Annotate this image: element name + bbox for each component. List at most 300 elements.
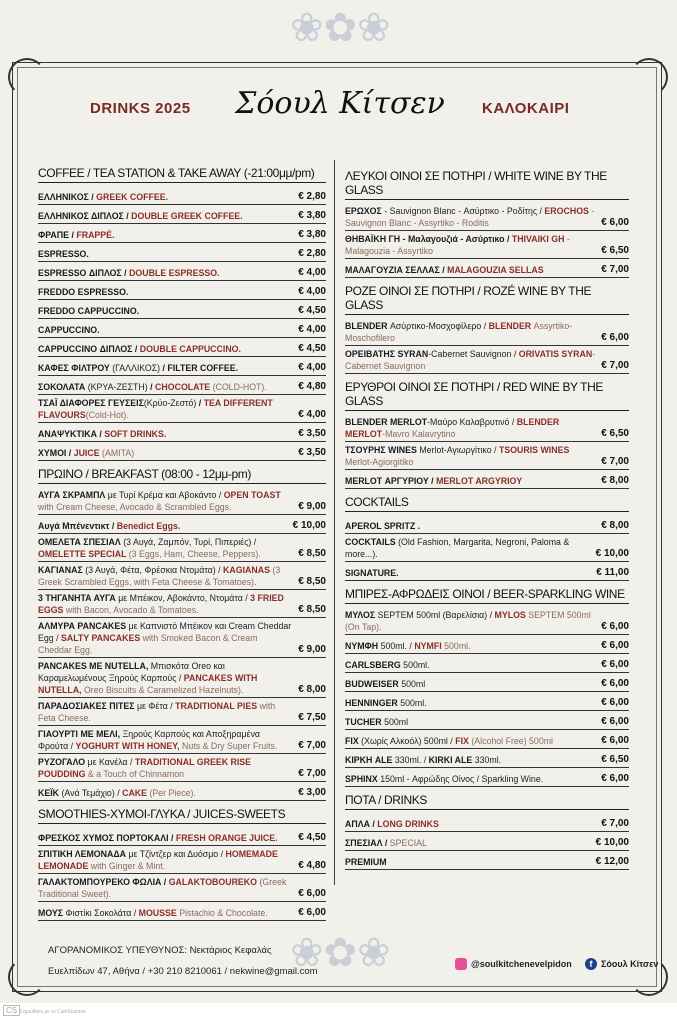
menu-item [38,782,326,801]
menu-item-price: € 7,50 [298,712,326,723]
menu-item-text: 150ml - Αφρώδης Οίνος / Sparkling Wine. [380,774,544,784]
menu-item [345,534,629,562]
menu-item [38,423,326,442]
menu-item-text: 500ml [401,679,426,689]
menu-item-name [345,754,595,766]
menu-item-text: ΝΥΜΦΗ [345,641,381,651]
menu-item-text: with Cream Cheese, Avocado & Scrambled Eggs. [38,502,232,512]
menu-item-name [38,447,292,459]
menu-item-name [38,229,292,241]
menu-item-name [38,536,292,560]
menu-item-text: με Τυρί Κρέμα και Αβοκάντο / [107,490,224,500]
menu-item-text: SEPTEM 500ml (Βαρελίσια) / [377,610,495,620]
right-menu-column [345,163,629,870]
menu-item [345,607,629,635]
menu-item [345,515,629,534]
menu-item-price: € 6,50 [601,245,629,256]
menu-item [38,902,326,921]
menu-item-text: - Sauvignon Blanc - Assyrtiko - Roditis [345,206,595,228]
menu-item-text: (3 Αυγά, Ζαμπόν, Τυρί, Πιπεριές) / [123,537,257,547]
menu-item-name [345,205,595,229]
menu-item-name [38,362,292,374]
menu-item-name [38,520,287,532]
facebook-link[interactable] [585,958,658,970]
menu-item-name [38,397,292,421]
menu-item-text: (Alcohol Free) 500ml [471,736,553,746]
menu-item-text: TSOURIS WINES [498,445,570,455]
menu-item-text: FIX [345,736,362,746]
menu-item-text: - Malagouzia - Assyrtiko [345,234,570,256]
menu-item-price: € 10,00 [292,520,326,531]
menu-item-text: DOUBLE ESPRESSO. [129,268,220,278]
menu-item-text: 3 ΤΗΓΑΝΗΤΑ ΑΥΓΑ [38,593,119,603]
menu-item-price: € 6,00 [601,716,629,727]
menu-item [345,414,629,442]
menu-item-name [345,264,595,276]
menu-item-price: € 9,00 [298,644,326,655]
menu-item-price: € 6,50 [601,754,629,765]
menu-item-price: € 7,00 [601,360,629,371]
menu-item-text: (Κρύο-Ζεστό) [143,398,197,408]
menu-item-text: CAPPUCCINO ΔΙΠΛΟΣ / [38,344,140,354]
menu-item-text: CAKE [122,788,150,798]
menu-item-text: FRESH ORANGE JUICE. [175,833,278,843]
menu-item-price: € 4,50 [298,832,326,843]
section-title: ΠΡΩΙΝΟ / BREAKFAST (08:00 - 12μμ-pm) [38,467,326,484]
menu-item-name [345,520,595,532]
menu-item-text: TUCHER [345,717,385,727]
menu-item-text: Assyrtiko-Moschofilero [345,321,573,343]
floral-ornament-bottom: ❀✿❀ [290,931,391,975]
menu-item-text: DOUBLE GREEK COFFEE. [131,211,243,221]
menu-item-price: € 4,00 [298,267,326,278]
menu-item-text: ORIVATIS SYRAN [518,349,593,359]
menu-item-text: KAGIANAS [223,565,273,575]
menu-item-text: FREDDO CAPPUCCINO. [38,306,140,316]
menu-item-name [38,620,292,656]
menu-item-text: MYLOS [494,610,529,620]
menu-item-text: -Μαύρο Καλαβρυτινό / [427,417,517,427]
menu-item-name [38,489,292,513]
menu-item-text: FRAPPÉ. [76,230,115,240]
menu-item [38,224,326,243]
menu-item-text: ΑΠΛΑ / [345,819,378,829]
menu-item-text: / [196,398,204,408]
menu-item [345,711,629,730]
menu-item-text: / FILTER COFFEE. [160,363,239,373]
menu-item-text: BUDWEISER [345,679,402,689]
menu-item [38,874,326,902]
menu-item-text: (Greek Traditional Sweet). [38,877,287,899]
menu-item-name [38,832,292,844]
menu-item-name [345,233,595,257]
left-menu-column [38,160,326,921]
menu-item-text: ΜΟΥΣ [38,908,66,918]
menu-item-text: ΑΛΜΥΡΑ PANCAKES [38,621,129,631]
menu-item-text: 3 FRIED EGGS [38,593,284,615]
menu-item-text: ΜΑΛΑΓΟΥΖΙΑ ΣΕΛΛΑΣ / [345,265,448,275]
menu-item-text: ΘΗΒΑΪΚΗ ΓΗ - Μαλαγουζιά - Ασύρτικο / [345,234,512,244]
section-title: COCKTAILS [345,495,629,512]
menu-item-text: -Cabernet Sauvignon [345,349,596,371]
menu-item [38,338,326,357]
floral-ornament-top: ❀✿❀ [290,6,391,50]
menu-item [345,768,629,787]
menu-item-price: € 12,00 [595,856,629,867]
menu-item-text: (Old Fashion, Margarita, Negroni, Paloma & more...). [345,537,570,559]
menu-item-text: with Ginger & Mint. [90,861,166,871]
menu-item-text: SIGNATURE. [345,568,399,578]
restaurant-logo-title: Σόουλ Κίτσεν [235,86,445,121]
menu-item [38,562,326,590]
menu-item-text: THIVAIKI GH [511,234,567,244]
menu-item-text: & a Touch of Chinnamon [87,769,185,779]
menu-item-name [38,787,292,799]
menu-item-text: ΡΥΖΟΓΑΛΟ [38,757,88,767]
menu-item [38,186,326,205]
menu-item-text: CAPPUCCINO. [38,325,100,335]
section-title: ΕΡΥΘΡΟΙ ΟΙΝΟΙ ΣΕ ΠΟΤΗΡΙ / RED WINE BY THE GLASS [345,380,629,411]
menu-item-text: ΣΠΕΣΙΑΛ / [345,838,390,848]
corner-ornament [8,58,46,96]
menu-item-text: ESPRESSO ΔΙΠΛΟΣ / [38,268,130,278]
menu-item [38,515,326,534]
menu-item-text: ΚΑΓΙΑΝΑΣ [38,565,86,575]
menu-item-name [345,856,590,868]
menu-item-price: € 10,00 [595,548,629,559]
menu-item-text: με Κανέλα / [87,757,135,767]
menu-item-name [38,700,292,724]
menu-item-text: Pistachio & Chocolate. [179,908,268,918]
menu-item-text: ΤΣΑΪ ΔΙΑΦΟΡΕΣ ΓΕΥΣΕΙΣ [38,398,144,408]
menu-item-text: Merlot-Αγιωργίτικο / [419,445,499,455]
menu-item-text: Merlot-Agiorgitiko [345,457,414,467]
menu-item [345,851,629,870]
menu-item-text: ΚΙΡΚΗ ALE [345,755,395,765]
menu-item-text: ΟΡΕΙΒΑΤΗΣ SYRAN [345,349,429,359]
menu-item [38,698,326,726]
menu-item [345,730,629,749]
menu-item [345,231,629,259]
menu-item-name [38,660,292,696]
menu-item-name [38,848,292,872]
menu-item-text: -Cabernet Sauvignon / [428,349,519,359]
menu-item-text: ΑΥΓΑ ΣΚΡΑΜΠΛ [38,490,108,500]
menu-item-text: ΓΙΑΟΥΡΤΙ ΜΕ ΜΕΛΙ, [38,729,123,739]
menu-item [38,487,326,515]
menu-item [38,534,326,562]
menu-item-text: Ασύρτικο-Μοσχοφίλερο / [389,321,489,331]
menu-item-text: ΤΣΟΥΡΗΣ WINES [345,445,420,455]
menu-item-price: € 8,50 [298,576,326,587]
menu-item-price: € 6,00 [601,773,629,784]
menu-item-price: € 2,80 [298,248,326,259]
menu-item-text: SPECIAL [389,838,427,848]
menu-item-price: € 7,00 [298,740,326,751]
menu-item-name [38,728,292,752]
section-title: COFFEE / TEA STATION & TAKE AWAY (-21:00μμ/pm) [38,166,326,183]
menu-item-text: ΓΑΛΑΚΤΟΜΠΟΥΡΕΚΟ ΦΩΛΙΑ / [38,877,169,887]
menu-item-text: HENNINGER [345,698,401,708]
menu-item-price: € 7,00 [601,264,629,275]
menu-item-price: € 6,50 [601,428,629,439]
menu-item-text: Benedict Eggs. [116,521,181,531]
menu-item-text: ΚΕΪΚ [38,788,62,798]
menu-item-name [38,907,292,919]
menu-item-text: Αυγά Μπένεντικτ / [38,521,117,531]
menu-item-text: BLENDER MERLOT [345,417,560,439]
menu-item-text: MERLOT ΑΡΓΥΡΙΟΥ / [345,476,437,486]
facebook-name: Σόουλ Κίτσεν [601,959,659,969]
menu-item-text: ΟΜΕΛΕΤΑ ΣΠΕΣΙΑΛ [38,537,124,547]
menu-item-text: FREDDO ESPRESSO. [38,287,129,297]
menu-item-text: 500ml. / [380,641,415,651]
menu-item-price: € 2,80 [298,191,326,202]
menu-item-name [345,609,595,633]
menu-item-text: -Mavro Kalavrytino [382,429,456,439]
menu-item-text: with Smoked Bacon & Cream Cheddar Egg. [38,633,258,655]
column-divider [334,160,335,885]
menu-item-name [38,267,292,279]
menu-item-text: 500ml. [400,698,427,708]
menu-item [38,726,326,754]
menu-item-text: SPHINX [345,774,381,784]
menu-item [38,658,326,698]
instagram-icon [455,958,467,970]
corner-ornament [630,58,668,96]
menu-item-price: € 4,00 [298,286,326,297]
menu-item [345,692,629,711]
menu-item-text: ΠΑΡΑΔΟΣΙΑΚΕΣ ΠΙΤΕΣ [38,701,137,711]
menu-item-name [345,536,590,560]
menu-item-text: (3 Eggs, Ham, Cheese, Peppers). [128,549,261,559]
menu-item-name [345,735,595,747]
menu-item-text: 330ml. [474,755,502,765]
menu-item-text: ΕΡΩΧΟΣ [345,206,385,216]
menu-item-name [345,837,590,849]
menu-item-text: EROCHOS [544,206,592,216]
menu-item-name [38,286,292,298]
menu-item-text: BLENDER [345,321,390,331]
menu-item-text: 500ml. [444,641,471,651]
menu-item-text: GREEK COFFEE. [96,192,169,202]
menu-item-text: FIX [455,736,472,746]
menu-item-name [345,716,595,728]
menu-item-text: CHOCOLATE [155,382,213,392]
menu-item-price: € 6,00 [298,907,326,918]
menu-item-name [38,305,292,317]
menu-item-name [38,191,292,203]
menu-item-name [345,348,595,372]
menu-item-text: Μπισκότα Oreo και Καραμελωμένους Ξηρούς Καρπούς / [38,661,225,683]
section-title: ΠΟΤΑ / DRINKS [345,793,629,810]
menu-item-text: 500ml [384,717,409,727]
menu-item [345,346,629,374]
menu-item-text: TRADITIONAL PIES [175,701,260,711]
menu-item-price: € 3,80 [298,229,326,240]
menu-item-name [38,210,292,222]
menu-item-price: € 6,00 [298,888,326,899]
menu-item [345,673,629,692]
menu-item-price: € 6,00 [601,332,629,343]
footer-info [48,940,318,982]
corner-ornament [8,958,46,996]
menu-item-text: (ΚΡΥΑ-ΖΕΣΤΗ) [87,382,148,392]
menu-item-price: € 6,00 [601,697,629,708]
camscanner-text: Σαρώθηκε με το CamScanner [20,1009,87,1015]
menu-item-price: € 7,00 [601,456,629,467]
instagram-handle: @soulkitchenevelpidon [471,959,572,969]
menu-item-price: € 3,80 [298,210,326,221]
menu-item-text: ΑΝΑΨΥΚΤΙΚΑ / [38,429,105,439]
menu-item-text: ΕΛΛΗΝΙΚΟΣ ΔΙΠΛΟΣ / [38,211,132,221]
menu-item-price: € 11,00 [596,567,629,578]
menu-item-price: € 4,50 [298,305,326,316]
menu-item-name [345,640,595,652]
menu-item-price: € 6,00 [601,678,629,689]
menu-item-text: (Ανά Τεμάχιο) / [61,788,123,798]
menu-item-text: PANCAKES WITH NUTELLA, [38,673,258,695]
menu-item-name [38,592,292,616]
menu-item-text: - Sauvignon Blanc - Ασύρτικο - Ροδίτης / [384,206,545,216]
menu-item-price: € 6,00 [601,735,629,746]
menu-item [38,281,326,300]
menu-item-name [345,416,595,440]
menu-item-text: PREMIUM [345,857,387,867]
menu-item-text: YOGHURT WITH HONEY, [75,741,183,751]
menu-item-text: BLENDER MERLOT [345,417,428,427]
menu-item-text: GALAKTOBOUREKO [168,877,260,887]
menu-item [38,754,326,782]
menu-item-text: Φιστίκι Σοκολάτα / [65,908,139,918]
menu-item-price: € 8,50 [298,604,326,615]
menu-item [345,259,629,278]
menu-item-text: SEPTEM 500ml (On Tap). [345,610,591,632]
menu-item-price: € 3,50 [298,428,326,439]
menu-item-text: ΦΡΑΠΕ / [38,230,77,240]
menu-item-text: (Cold-Hot). [85,410,129,420]
menu-item-text: TRADITIONAL GREEK RISE POUDDING [38,757,252,779]
menu-item [38,243,326,262]
menu-item-text: KIRKI ALE [428,755,475,765]
menu-item-price: € 7,00 [601,818,629,829]
menu-item [345,654,629,673]
menu-item [345,813,629,832]
menu-item-text: APEROL SPRITZ . [345,521,421,531]
menu-item-price: € 10,00 [595,837,629,848]
menu-item-text: (COLD-HOT). [212,382,267,392]
menu-item-price: € 4,80 [298,860,326,871]
menu-item [38,395,326,423]
menu-item-text: (3 Greek Scrambled Eggs, with Feta Cheese & Tomatoes). [38,565,281,587]
menu-item-name [38,343,292,355]
menu-item-name [345,659,595,671]
footer-address: Ευελπίδων 47, Αθήνα / +30 210 8210061 / nekwine@gmail.com [48,966,318,977]
menu-item-price: € 8,00 [601,520,629,531]
menu-item-name [38,248,292,260]
menu-item [38,319,326,338]
menu-item-text: MERLOT ARGYRIOY [436,476,523,486]
menu-item [38,618,326,658]
menu-item-name [38,876,292,900]
menu-item [38,846,326,874]
menu-item-text: 330ml. / [394,755,429,765]
menu-item-text: με Φέτα / [136,701,176,711]
menu-item-text: BLENDER [488,321,534,331]
menu-item-text: DOUBLE CAPPUCCINO. [139,344,241,354]
menu-item-name [345,697,595,709]
menu-item-text: with Bacon, Avocado & Tomatoes. [65,605,199,615]
menu-item [345,442,629,470]
facebook-icon: f [585,958,597,970]
instagram-link[interactable] [455,958,572,970]
menu-item-text: COCKTAILS [345,537,399,547]
menu-item-text: HOMEMADE LEMONADE [38,849,278,871]
menu-item-name [38,324,292,336]
menu-item-name [38,428,292,440]
menu-item-text: PANCAKES ΜΕ NUTELLA, [38,661,151,671]
menu-item [38,262,326,281]
menu-item-price: € 4,00 [298,324,326,335]
section-title: ΜΠΙΡΕΣ-ΑΦΡΩΔΕΙΣ ΟΙΝΟΙ / BEER-SPARKLING WINE [345,587,629,604]
section-title: ΛΕΥΚΟΙ ΟΙΝΟΙ ΣΕ ΠΟΤΗΡΙ / WHITE WINE BY THE GLASS [345,169,629,200]
menu-item-text: Nuts & Dry Super Fruits. [182,741,278,751]
menu-item-text: ΕΛΛΗΝΙΚΟΣ / [38,192,97,202]
menu-item-price: € 3,00 [298,787,326,798]
menu-item-price: € 6,00 [601,659,629,670]
menu-item-price: € 6,00 [601,217,629,228]
menu-item-text: ESPRESSO. [38,249,89,259]
menu-item [38,376,326,395]
menu-item-text: ΜΥΛΟΣ [345,610,378,620]
menu-item [38,300,326,319]
menu-item-text: LONG DRINKS [377,819,439,829]
menu-item-price: € 3,50 [298,447,326,458]
menu-item-text: ΣΠΙΤΙΚΗ ΛΕΜΟΝΑΔΑ [38,849,129,859]
menu-item-text: / [147,382,156,392]
menu-item-price: € 8,00 [601,475,629,486]
menu-item [38,357,326,376]
menu-item-text: JUICE [73,448,103,458]
menu-item-name [345,567,590,579]
menu-item-text: ΦΡΕΣΚΟΣ ΧΥΜΟΣ ΠΟΡΤΟΚΑΛΙ / [38,833,176,843]
menu-item [345,470,629,489]
menu-item-text: TEA DIFFERENT FLAVOURS [38,398,273,420]
camscanner-badge: CS [3,1005,20,1016]
menu-item-price: € 4,00 [298,362,326,373]
menu-item-text: SALTY PANCAKES [61,633,143,643]
menu-item [345,562,629,581]
menu-item-price: € 7,00 [298,768,326,779]
menu-item [38,590,326,618]
menu-item [345,635,629,654]
menu-item-price: € 9,00 [298,501,326,512]
menu-item-price: € 8,00 [298,684,326,695]
menu-item-price: € 4,80 [298,381,326,392]
menu-item-price: € 6,00 [601,621,629,632]
menu-item [345,203,629,231]
menu-item-text: Ξηρούς Καρπούς και Αποξηραμένα Φρούτα / [38,729,260,751]
menu-item [38,442,326,461]
menu-item-name [345,444,595,468]
menu-item-text: ΧΥΜΟΙ / [38,448,74,458]
menu-item-text: (Per Piece). [149,788,196,798]
menu-item-text: with Feta Cheese. [38,701,276,723]
menu-item-text: ΣΟΚΟΛΑΤΑ [38,382,88,392]
menu-item-price: € 6,00 [601,640,629,651]
menu-item [345,318,629,346]
footer-manager: ΑΓΟΡΑΝΟΜΙΚΟΣ ΥΠΕΥΘΥΝΟΣ: Νεκτάριος Κεφαλάς [48,945,272,956]
